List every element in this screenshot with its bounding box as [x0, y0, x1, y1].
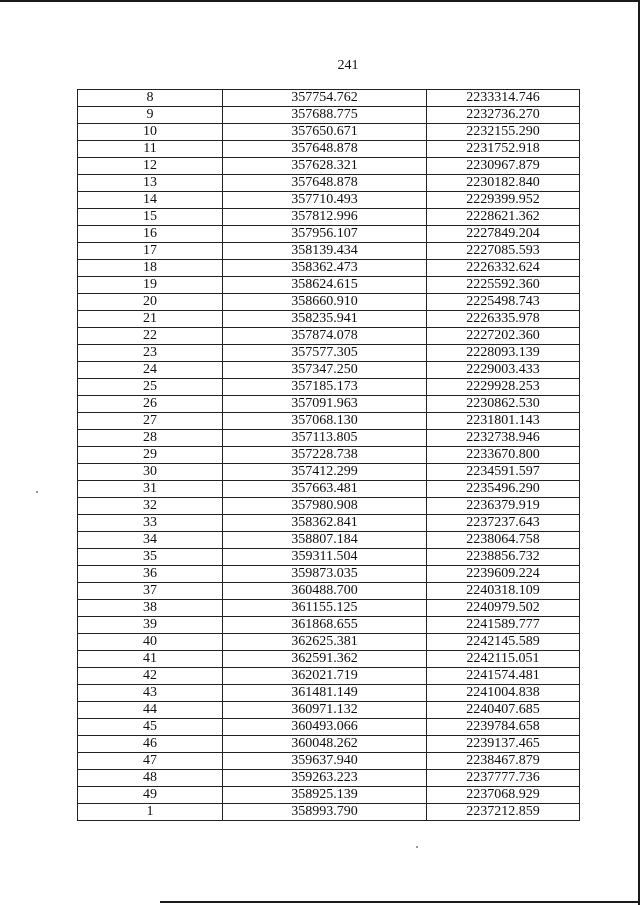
x-coordinate-cell: 357980.908 — [223, 498, 427, 515]
x-coordinate-cell: 360971.132 — [223, 702, 427, 719]
y-coordinate-cell: 2228621.362 — [427, 209, 580, 226]
table-row — [78, 311, 580, 328]
table-row — [78, 515, 580, 532]
y-coordinate-cell: 2231801.143 — [427, 413, 580, 430]
x-coordinate-cell: 357710.493 — [223, 192, 427, 209]
point-number-cell: 23 — [78, 345, 223, 362]
point-number-cell: 44 — [78, 702, 223, 719]
table-row — [78, 294, 580, 311]
y-coordinate-cell: 2237068.929 — [427, 787, 580, 804]
y-coordinate-cell: 2228093.139 — [427, 345, 580, 362]
table-row — [78, 141, 580, 158]
x-coordinate-cell: 357648.878 — [223, 175, 427, 192]
x-coordinate-cell: 361868.655 — [223, 617, 427, 634]
y-coordinate-cell: 2232738.946 — [427, 430, 580, 447]
point-number-cell: 14 — [78, 192, 223, 209]
x-coordinate-cell: 358925.139 — [223, 787, 427, 804]
x-coordinate-cell: 359311.504 — [223, 549, 427, 566]
y-coordinate-cell: 2234591.597 — [427, 464, 580, 481]
x-coordinate-cell: 362625.381 — [223, 634, 427, 651]
table-row — [78, 634, 580, 651]
point-number-cell: 36 — [78, 566, 223, 583]
x-coordinate-cell: 357754.762 — [223, 90, 427, 107]
point-number-cell: 33 — [78, 515, 223, 532]
x-coordinate-cell: 359873.035 — [223, 566, 427, 583]
y-coordinate-cell: 2230862.530 — [427, 396, 580, 413]
point-number-cell: 25 — [78, 379, 223, 396]
table-row — [78, 260, 580, 277]
y-coordinate-cell: 2238064.758 — [427, 532, 580, 549]
x-coordinate-cell: 357113.805 — [223, 430, 427, 447]
point-number-cell: 26 — [78, 396, 223, 413]
point-number-cell: 32 — [78, 498, 223, 515]
coordinates-table — [77, 89, 580, 821]
y-coordinate-cell: 2241589.777 — [427, 617, 580, 634]
point-number-cell: 22 — [78, 328, 223, 345]
point-number-cell: 31 — [78, 481, 223, 498]
y-coordinate-cell: 2239137.465 — [427, 736, 580, 753]
point-number-cell: 15 — [78, 209, 223, 226]
y-coordinate-cell: 2226335.978 — [427, 311, 580, 328]
x-coordinate-cell: 357228.738 — [223, 447, 427, 464]
y-coordinate-cell: 2230182.840 — [427, 175, 580, 192]
table-row — [78, 549, 580, 566]
table-row — [78, 226, 580, 243]
x-coordinate-cell: 362021.719 — [223, 668, 427, 685]
point-number-cell: 9 — [78, 107, 223, 124]
y-coordinate-cell: 2240979.502 — [427, 600, 580, 617]
table-row — [78, 481, 580, 498]
x-coordinate-cell: 358660.910 — [223, 294, 427, 311]
point-number-cell: 21 — [78, 311, 223, 328]
table-row — [78, 362, 580, 379]
x-coordinate-cell: 357650.671 — [223, 124, 427, 141]
table-row — [78, 787, 580, 804]
point-number-cell: 17 — [78, 243, 223, 260]
y-coordinate-cell: 2232155.290 — [427, 124, 580, 141]
y-coordinate-cell: 2238856.732 — [427, 549, 580, 566]
table-row — [78, 243, 580, 260]
y-coordinate-cell: 2237237.643 — [427, 515, 580, 532]
x-coordinate-cell: 358624.615 — [223, 277, 427, 294]
table-row — [78, 430, 580, 447]
x-coordinate-cell: 357185.173 — [223, 379, 427, 396]
point-number-cell: 10 — [78, 124, 223, 141]
point-number-cell: 40 — [78, 634, 223, 651]
table-row — [78, 175, 580, 192]
table-row — [78, 158, 580, 175]
y-coordinate-cell: 2227202.360 — [427, 328, 580, 345]
y-coordinate-cell: 2229399.952 — [427, 192, 580, 209]
y-coordinate-cell: 2225592.360 — [427, 277, 580, 294]
point-number-cell: 46 — [78, 736, 223, 753]
y-coordinate-cell: 2240407.685 — [427, 702, 580, 719]
x-coordinate-cell: 361481.149 — [223, 685, 427, 702]
x-coordinate-cell: 359263.223 — [223, 770, 427, 787]
x-coordinate-cell: 357412.299 — [223, 464, 427, 481]
point-number-cell: 35 — [78, 549, 223, 566]
table-row — [78, 498, 580, 515]
x-coordinate-cell: 357812.996 — [223, 209, 427, 226]
y-coordinate-cell: 2233670.800 — [427, 447, 580, 464]
y-coordinate-cell: 2239784.658 — [427, 719, 580, 736]
coordinates-table-body — [78, 90, 580, 821]
x-coordinate-cell: 357874.078 — [223, 328, 427, 345]
x-coordinate-cell: 358362.473 — [223, 260, 427, 277]
scan-speck — [36, 491, 38, 493]
table-row — [78, 600, 580, 617]
y-coordinate-cell: 2227085.593 — [427, 243, 580, 260]
point-number-cell: 45 — [78, 719, 223, 736]
y-coordinate-cell: 2241574.481 — [427, 668, 580, 685]
table-row — [78, 192, 580, 209]
table-row — [78, 345, 580, 362]
x-coordinate-cell: 357068.130 — [223, 413, 427, 430]
y-coordinate-cell: 2242145.589 — [427, 634, 580, 651]
scan-speck — [416, 846, 418, 848]
y-coordinate-cell: 2238467.879 — [427, 753, 580, 770]
point-number-cell: 49 — [78, 787, 223, 804]
x-coordinate-cell: 357688.775 — [223, 107, 427, 124]
x-coordinate-cell: 360493.066 — [223, 719, 427, 736]
x-coordinate-cell: 357091.963 — [223, 396, 427, 413]
y-coordinate-cell: 2232736.270 — [427, 107, 580, 124]
x-coordinate-cell: 357956.107 — [223, 226, 427, 243]
y-coordinate-cell: 2231752.918 — [427, 141, 580, 158]
table-row — [78, 447, 580, 464]
y-coordinate-cell: 2237777.736 — [427, 770, 580, 787]
table-row — [78, 753, 580, 770]
table-row — [78, 413, 580, 430]
x-coordinate-cell: 358235.941 — [223, 311, 427, 328]
point-number-cell: 24 — [78, 362, 223, 379]
table-row — [78, 719, 580, 736]
table-row — [78, 702, 580, 719]
point-number-cell: 12 — [78, 158, 223, 175]
x-coordinate-cell: 361155.125 — [223, 600, 427, 617]
x-coordinate-cell: 357663.481 — [223, 481, 427, 498]
table-row — [78, 651, 580, 668]
point-number-cell: 41 — [78, 651, 223, 668]
table-row — [78, 277, 580, 294]
point-number-cell: 20 — [78, 294, 223, 311]
point-number-cell: 37 — [78, 583, 223, 600]
table-row — [78, 90, 580, 107]
x-coordinate-cell: 358139.434 — [223, 243, 427, 260]
point-number-cell: 38 — [78, 600, 223, 617]
x-coordinate-cell: 357628.321 — [223, 158, 427, 175]
y-coordinate-cell: 2229003.433 — [427, 362, 580, 379]
point-number-cell: 47 — [78, 753, 223, 770]
table-row — [78, 617, 580, 634]
y-coordinate-cell: 2229928.253 — [427, 379, 580, 396]
table-row — [78, 107, 580, 124]
y-coordinate-cell: 2225498.743 — [427, 294, 580, 311]
table-row — [78, 328, 580, 345]
x-coordinate-cell: 359637.940 — [223, 753, 427, 770]
x-coordinate-cell: 360488.700 — [223, 583, 427, 600]
point-number-cell: 34 — [78, 532, 223, 549]
y-coordinate-cell: 2237212.859 — [427, 804, 580, 821]
x-coordinate-cell: 358362.841 — [223, 515, 427, 532]
point-number-cell: 39 — [78, 617, 223, 634]
scan-border-top — [0, 0, 640, 2]
table-row — [78, 464, 580, 481]
x-coordinate-cell: 357577.305 — [223, 345, 427, 362]
table-row — [78, 379, 580, 396]
y-coordinate-cell: 2239609.224 — [427, 566, 580, 583]
scan-border-bottom — [160, 901, 640, 903]
x-coordinate-cell: 358993.790 — [223, 804, 427, 821]
y-coordinate-cell: 2226332.624 — [427, 260, 580, 277]
y-coordinate-cell: 2240318.109 — [427, 583, 580, 600]
y-coordinate-cell: 2241004.838 — [427, 685, 580, 702]
table-row — [78, 770, 580, 787]
table-row — [78, 566, 580, 583]
table-row — [78, 804, 580, 821]
point-number-cell: 43 — [78, 685, 223, 702]
table-row — [78, 736, 580, 753]
y-coordinate-cell: 2242115.051 — [427, 651, 580, 668]
y-coordinate-cell: 2227849.204 — [427, 226, 580, 243]
y-coordinate-cell: 2233314.746 — [427, 90, 580, 107]
point-number-cell: 28 — [78, 430, 223, 447]
table-row — [78, 209, 580, 226]
y-coordinate-cell: 2230967.879 — [427, 158, 580, 175]
point-number-cell: 8 — [78, 90, 223, 107]
point-number-cell: 11 — [78, 141, 223, 158]
point-number-cell: 30 — [78, 464, 223, 481]
table-row — [78, 583, 580, 600]
table-row — [78, 396, 580, 413]
y-coordinate-cell: 2235496.290 — [427, 481, 580, 498]
point-number-cell: 42 — [78, 668, 223, 685]
point-number-cell: 13 — [78, 175, 223, 192]
point-number-cell: 27 — [78, 413, 223, 430]
table-row — [78, 668, 580, 685]
x-coordinate-cell: 357648.878 — [223, 141, 427, 158]
y-coordinate-cell: 2236379.919 — [427, 498, 580, 515]
point-number-cell: 29 — [78, 447, 223, 464]
point-number-cell: 16 — [78, 226, 223, 243]
table-row — [78, 685, 580, 702]
page-number: 241 — [337, 58, 359, 73]
x-coordinate-cell: 358807.184 — [223, 532, 427, 549]
point-number-cell: 18 — [78, 260, 223, 277]
point-number-cell: 1 — [78, 804, 223, 821]
table-row — [78, 124, 580, 141]
point-number-cell: 19 — [78, 277, 223, 294]
point-number-cell: 48 — [78, 770, 223, 787]
table-row — [78, 532, 580, 549]
x-coordinate-cell: 357347.250 — [223, 362, 427, 379]
x-coordinate-cell: 362591.362 — [223, 651, 427, 668]
x-coordinate-cell: 360048.262 — [223, 736, 427, 753]
